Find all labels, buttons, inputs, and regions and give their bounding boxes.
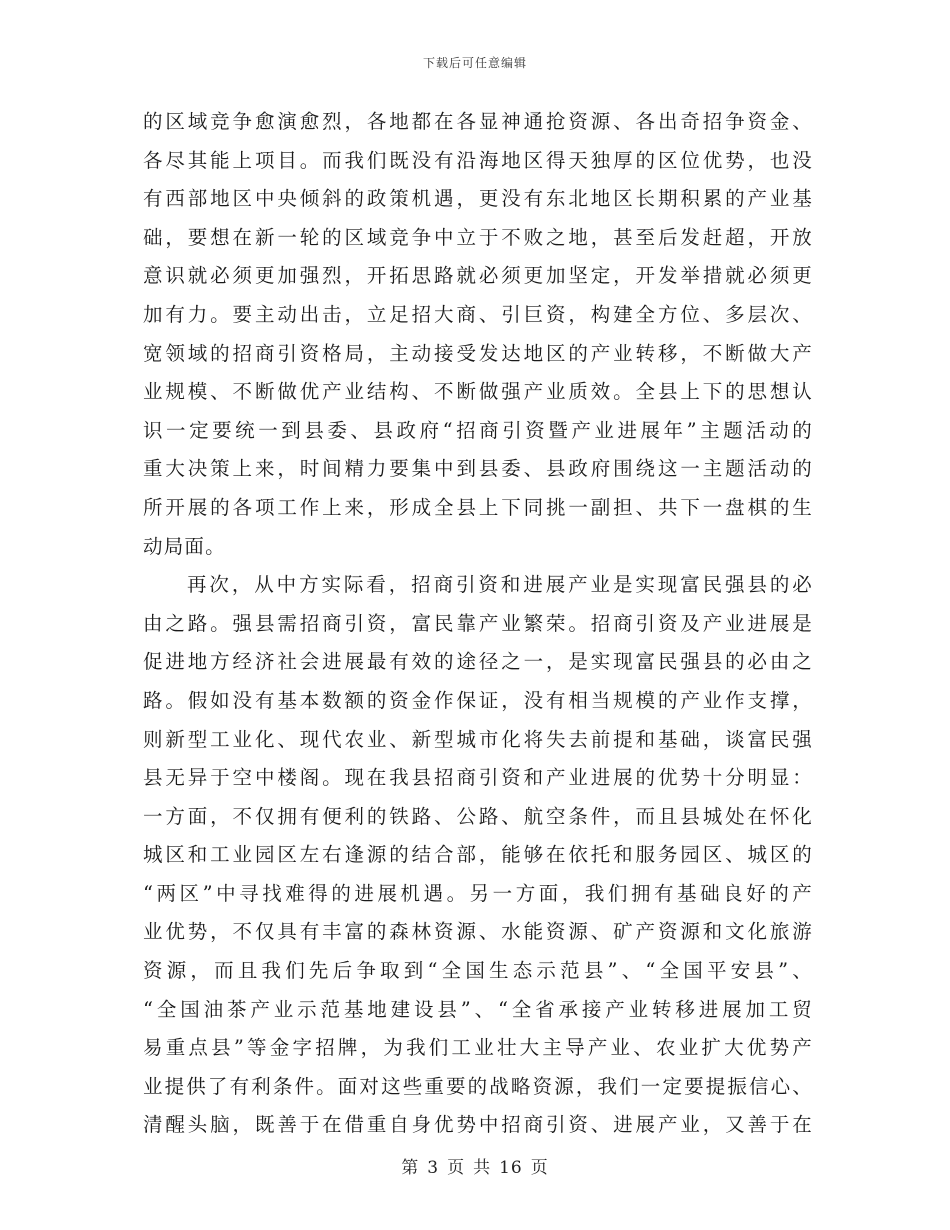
- text-line: 路。假如没有基本数额的资金作保证，没有相当规模的产业作支撑，: [143, 688, 813, 712]
- text-line: 则新型工业化、现代农业、新型城市化将失去前提和基础，谈富民强: [143, 727, 813, 751]
- text-line: 的区域竞争愈演愈烈，各地都在各显神通抢资源、各出奇招争资金、: [143, 110, 813, 133]
- text-line: 业优势，不仅具有丰富的森林资源、水能资源、矿产资源和文化旅游: [143, 920, 813, 944]
- page-footer: [0, 1153, 950, 1178]
- footer-page-word: 页: [447, 1158, 466, 1178]
- text-line: 业提供了有利条件。面对这些重要的战略资源，我们一定要提振信心、: [143, 1074, 813, 1098]
- document-body: [143, 103, 813, 1145]
- footer-total-word: 共: [473, 1158, 492, 1178]
- text-line: 各尽其能上项目。而我们既没有沿海地区得天独厚的区位优势，也没: [143, 148, 813, 172]
- text-line: 础，要想在新一轮的区域竞争中立于不败之地，甚至后发赶超，开放: [143, 225, 813, 249]
- text-line: “全国油茶产业示范基地建设县”、“全省承接产业转移进展加工贸: [143, 997, 813, 1021]
- text-line: 促进地方经济社会进展最有效的途径之一，是实现富民强县的必由之: [143, 650, 813, 674]
- text-line: 由之路。强县需招商引资，富民靠产业繁荣。招商引资及产业进展是: [143, 611, 813, 635]
- text-line: 宽领域的招商引资格局，主动接受发达地区的产业转移，不断做大产: [143, 341, 813, 365]
- total-page-count: 16: [499, 1158, 523, 1178]
- text-line: 所开展的各项工作上来，形成全县上下同挑一副担、共下一盘棋的生: [143, 495, 813, 519]
- text-line-indented: 再次，从中方实际看，招商引资和进展产业是实现富民强县的必: [187, 573, 813, 597]
- text-line: 有西部地区中央倾斜的政策机遇，更没有东北地区长期积累的产业基: [143, 187, 813, 211]
- text-line: 重大决策上来，时间精力要集中到县委、县政府围绕这一主题活动的: [143, 457, 813, 481]
- text-line: 清醒头脑，既善于在借重自身优势中招商引资、进展产业，又善于在: [143, 1113, 813, 1137]
- footer-suffix: 页: [530, 1158, 549, 1178]
- page-header: 下载后可任意编辑: [422, 56, 527, 70]
- text-line: 识一定要统一到县委、县政府“招商引资暨产业进展年”主题活动的: [143, 418, 813, 442]
- text-line: 城区和工业园区左右逢源的结合部，能够在依托和服务园区、城区的: [143, 843, 813, 867]
- footer-prefix: 第: [401, 1158, 420, 1178]
- text-line: 意识就必须更加强烈，开拓思路就必须更加坚定，开发举措就必须更: [143, 264, 813, 288]
- text-line: 业规模、不断做优产业结构、不断做强产业质效。全县上下的思想认: [143, 380, 813, 404]
- current-page-number: 3: [427, 1158, 440, 1178]
- text-line: 一方面，不仅拥有便利的铁路、公路、航空条件，而且县城处在怀化: [143, 804, 813, 828]
- text-line: 县无异于空中楼阁。现在我县招商引资和产业进展的优势十分明显：: [143, 766, 813, 790]
- text-line: 易重点县”等金字招牌，为我们工业壮大主导产业、农业扩大优势产: [143, 1036, 813, 1060]
- text-line: 加有力。要主动出击，立足招大商、引巨资，构建全方位、多层次、: [143, 302, 813, 326]
- text-line: “两区”中寻找难得的进展机遇。另一方面，我们拥有基础良好的产: [143, 881, 813, 905]
- text-line: 资源，而且我们先后争取到“全国生态示范县”、“全国平安县”、: [143, 959, 813, 983]
- text-line-last: 动局面。: [143, 534, 226, 558]
